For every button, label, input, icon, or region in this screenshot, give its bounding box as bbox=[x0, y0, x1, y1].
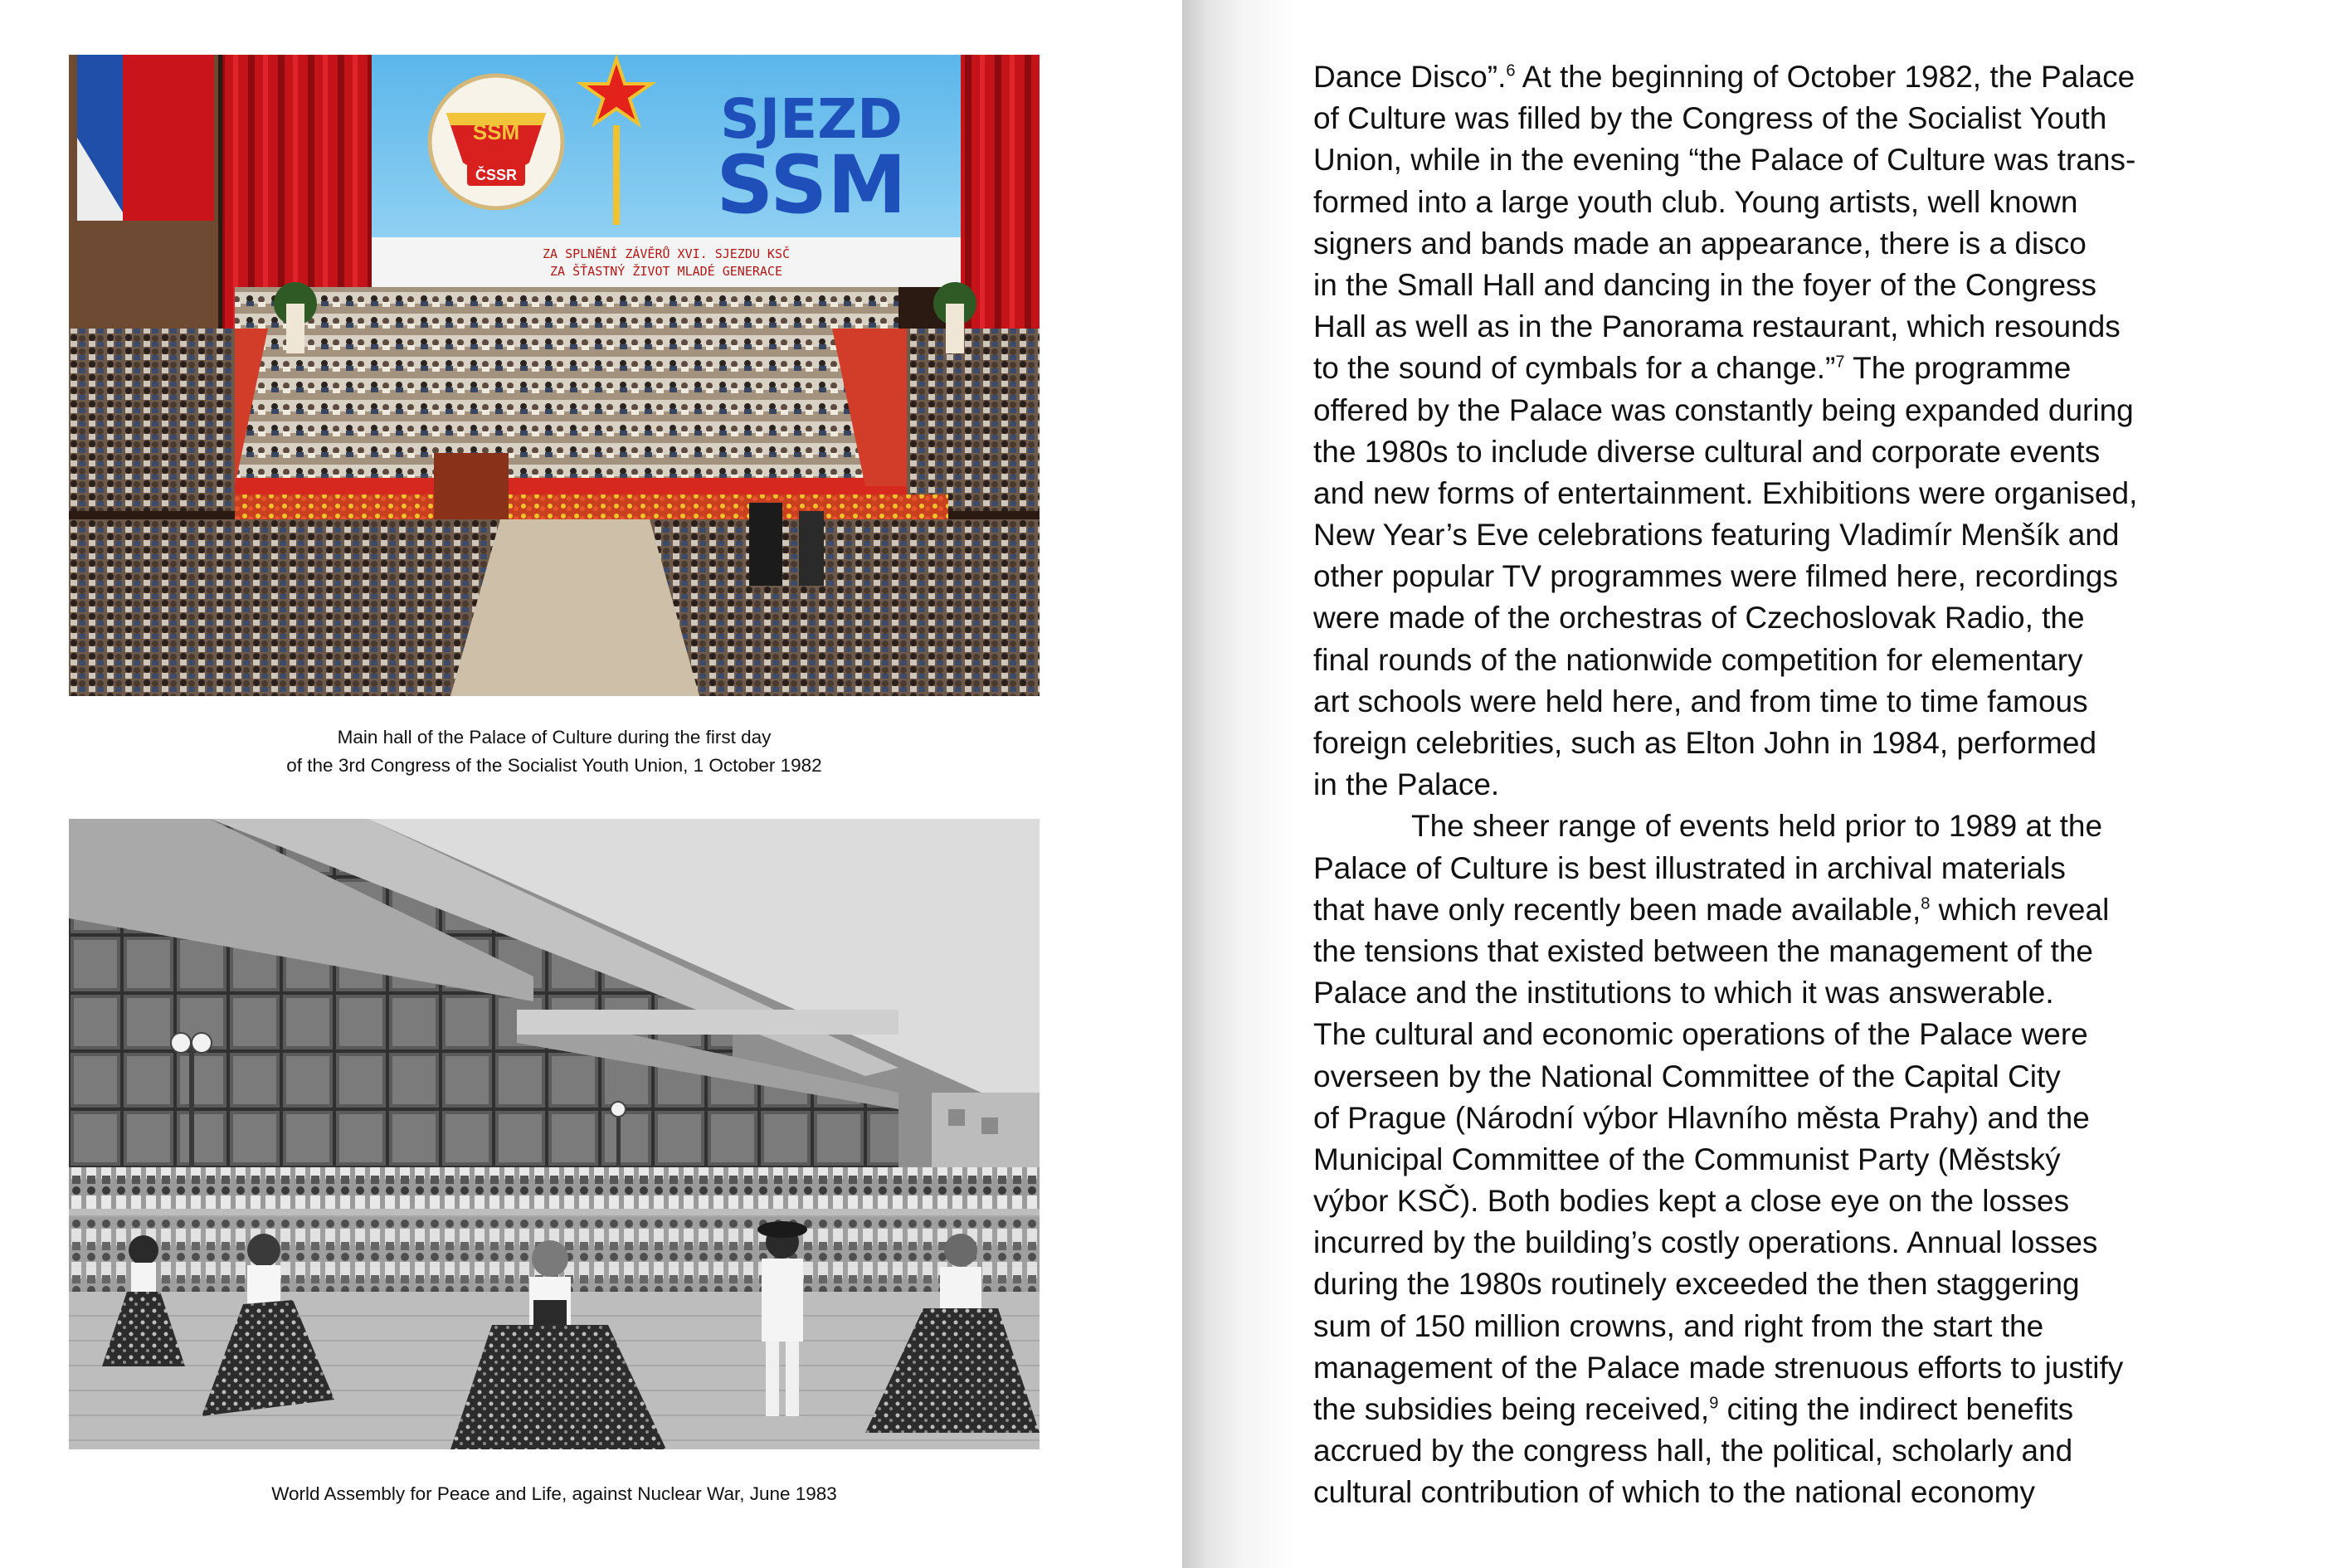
body-line-text: incurred by the building’s costly operations. Annual losses bbox=[1313, 1225, 2098, 1260]
banner-sjezd-text: SJEZD bbox=[720, 87, 903, 151]
body-line-text: The cultural and economic operations of the Palace were bbox=[1313, 1017, 2088, 1052]
body-line-text: Hall as well as in the Panorama restaurant, which resounds bbox=[1313, 309, 2121, 344]
body-line-text: other popular TV programmes were filmed here, recordings bbox=[1313, 559, 2118, 594]
body-line-text: At the beginning of October 1982, the Palace bbox=[1515, 60, 2135, 94]
body-line bbox=[1313, 1347, 2334, 1389]
body-line-text: final rounds of the nationwide competition for elementary bbox=[1313, 642, 2083, 677]
body-line bbox=[1313, 1181, 2334, 1222]
body-line-text: Union, while in the evening “the Palace of Culture was trans- bbox=[1313, 143, 2136, 178]
body-line bbox=[1313, 1222, 2334, 1264]
body-line-text: art schools were held here, and from time to time famous bbox=[1313, 684, 2088, 718]
body-line-text: The programme bbox=[1844, 351, 2072, 386]
body-line bbox=[1313, 723, 2334, 764]
body-line-text: which reveal bbox=[1930, 892, 2110, 927]
body-line-text: sum of 150 million crowns, and right from the start the bbox=[1313, 1308, 2044, 1343]
body-line-text: Palace of Culture is best illustrated in archival materials bbox=[1313, 850, 2066, 885]
body-line-text: The sheer range of events held prior to 1989 at the bbox=[1411, 809, 2103, 844]
body-line bbox=[1313, 681, 2334, 723]
body-line-text: of Culture was filled by the Congress of the Socialist Youth bbox=[1313, 101, 2107, 136]
body-line bbox=[1313, 390, 2334, 431]
body-line bbox=[1313, 306, 2334, 348]
caption-bottom-photo bbox=[69, 1480, 1040, 1508]
caption-top-photo bbox=[69, 723, 1040, 780]
body-line bbox=[1313, 56, 2334, 98]
caption-bottom-line-1: World Assembly for Peace and Life, against Nuclear War, June 1983 bbox=[271, 1483, 837, 1504]
emblem-top-text: SSM bbox=[472, 119, 520, 144]
body-line bbox=[1313, 1306, 2334, 1347]
body-line-text: New Year’s Eve celebrations featuring Vladimír Menšík and bbox=[1313, 518, 2120, 553]
body-line-text: Municipal Committee of the Communist Party (Městský bbox=[1313, 1142, 2061, 1176]
body-line bbox=[1313, 848, 2334, 889]
body-line-text: that have only recently been made available, bbox=[1313, 892, 1921, 927]
body-line-text: the tensions that existed between the management of the bbox=[1313, 933, 2094, 968]
body-line bbox=[1313, 640, 2334, 681]
body-line-text: signers and bands made an appearance, there is a disco bbox=[1313, 226, 2087, 261]
body-line bbox=[1313, 182, 2334, 223]
footnote-ref: 9 bbox=[1709, 1394, 1719, 1413]
body-line bbox=[1313, 348, 2334, 389]
body-line bbox=[1313, 764, 2334, 806]
body-line bbox=[1313, 1014, 2334, 1055]
body-line-text: citing the indirect benefits bbox=[1718, 1392, 2074, 1426]
body-line bbox=[1313, 1389, 2334, 1430]
body-line bbox=[1313, 98, 2334, 139]
body-line bbox=[1313, 1139, 2334, 1181]
body-line bbox=[1313, 514, 2334, 556]
body-line bbox=[1313, 473, 2334, 514]
footnote-ref: 7 bbox=[1835, 353, 1845, 372]
body-line-text: výbor KSČ). Both bodies kept a close eye on the losses bbox=[1313, 1184, 2070, 1219]
emblem-bottom-text: ČSSR bbox=[475, 167, 518, 183]
body-line-text: in the Palace. bbox=[1313, 767, 1500, 802]
body-line bbox=[1313, 806, 2334, 847]
body-line bbox=[1313, 139, 2334, 181]
body-line-text: the subsidies being received, bbox=[1313, 1392, 1710, 1426]
body-line bbox=[1313, 1430, 2334, 1472]
caption-top-line-1: Main hall of the Palace of Culture during the first day bbox=[337, 727, 772, 747]
footnote-ref: 6 bbox=[1506, 61, 1516, 80]
body-line bbox=[1313, 597, 2334, 639]
body-line bbox=[1313, 1056, 2334, 1098]
body-line bbox=[1313, 1098, 2334, 1139]
body-line bbox=[1313, 931, 2334, 972]
body-line-text: in the Small Hall and dancing in the foyer of the Congress bbox=[1313, 267, 2097, 302]
body-line-text: formed into a large youth club. Young artists, well known bbox=[1313, 184, 2078, 219]
body-line bbox=[1313, 265, 2334, 306]
body-line-text: of Prague (Národní výbor Hlavního města Prahy) and the bbox=[1313, 1100, 2090, 1135]
body-line-text: were made of the orchestras of Czechoslovak Radio, the bbox=[1313, 601, 2085, 635]
body-line-text: management of the Palace made strenuous efforts to justify bbox=[1313, 1350, 2124, 1385]
body-line-text: accrued by the congress hall, the political, scholarly and bbox=[1313, 1434, 2073, 1468]
body-line bbox=[1313, 1472, 2334, 1513]
banner-ssm-text: SSM bbox=[716, 139, 907, 231]
body-line-text: offered by the Palace was constantly being expanded during bbox=[1313, 392, 2134, 427]
footnote-ref: 8 bbox=[1921, 894, 1931, 913]
body-line-text: the 1980s to include diverse cultural and corporate events bbox=[1313, 434, 2101, 469]
body-line bbox=[1313, 431, 2334, 473]
body-line-text: and new forms of entertainment. Exhibitions were organised, bbox=[1313, 475, 2138, 510]
body-line bbox=[1313, 889, 2334, 931]
body-line-text: overseen by the National Committee of the Capital City bbox=[1313, 1059, 2061, 1093]
body-line-text: Dance Disco”. bbox=[1313, 60, 1507, 94]
body-line-text: foreign celebrities, such as Elton John in 1984, performed bbox=[1313, 726, 2097, 760]
slogan-line1: ZA SPLNĚNÍ ZÁVĚRŮ XVI. SJEZDU KSČ bbox=[542, 246, 791, 261]
caption-top-line-2: of the 3rd Congress of the Socialist Youth Union, 1 October 1982 bbox=[286, 755, 822, 776]
slogan-line2: ZA ŠŤASTNÝ ŽIVOT MLADÉ GENERACE bbox=[550, 264, 782, 279]
body-line-text: during the 1980s routinely exceeded the then staggering bbox=[1313, 1267, 2080, 1302]
body-line bbox=[1313, 556, 2334, 597]
body-line bbox=[1313, 972, 2334, 1014]
body-line bbox=[1313, 223, 2334, 265]
congress-hall-photo bbox=[69, 55, 1040, 696]
body-line-text: cultural contribution of which to the national economy bbox=[1313, 1475, 2036, 1510]
body-line bbox=[1313, 1264, 2334, 1305]
body-line-text: Palace and the institutions to which it was answerable. bbox=[1313, 976, 2054, 1010]
body-line-text: to the sound of cymbals for a change.” bbox=[1313, 351, 1836, 386]
folk-dancers-photo bbox=[69, 819, 1040, 1449]
body-text bbox=[1313, 56, 2334, 1514]
